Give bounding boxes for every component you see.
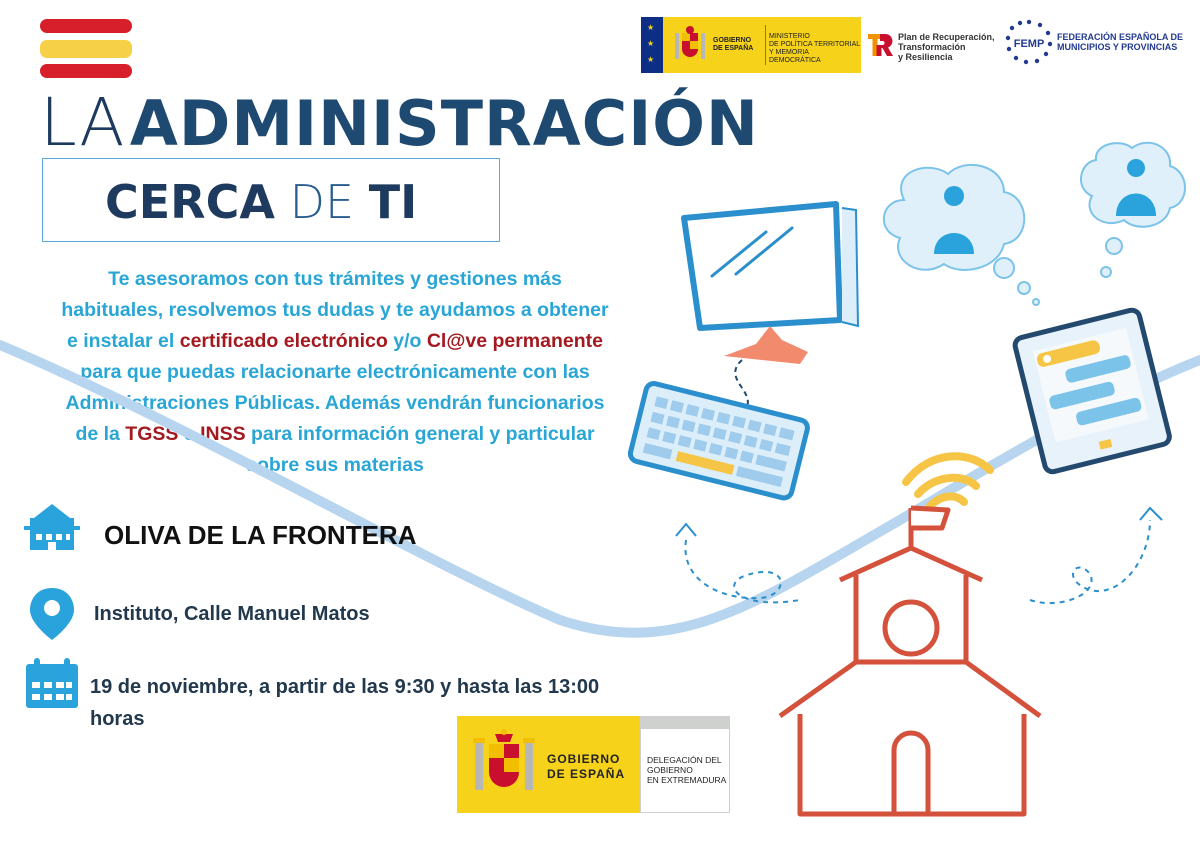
subtitle-part1: CERCA	[105, 175, 275, 229]
location-pin-icon	[30, 588, 74, 640]
dashed-arrow-right-icon	[1030, 508, 1162, 603]
title-bold: ADMINISTRACIÓN	[129, 87, 759, 160]
subtitle-part3: TI	[368, 175, 418, 229]
eu-flag-icon: ★ ★ ★	[641, 17, 663, 73]
subtitle-part2: DE	[289, 175, 355, 229]
tablet-icon	[1013, 309, 1171, 474]
location-title: OLIVA DE LA FRONTERA	[104, 520, 417, 550]
gobierno-footer-text: GOBIERNO DE ESPAÑA	[547, 752, 626, 781]
speech-cloud-right-icon	[1081, 143, 1185, 277]
keyboard-icon	[629, 382, 809, 500]
prtr-text: Plan de Recuperación, Transformación y Resiliencia	[898, 32, 995, 62]
school-icon	[24, 504, 80, 550]
calendar-icon	[26, 658, 78, 708]
wifi-icon	[906, 456, 990, 506]
monitor-icon	[684, 204, 858, 364]
ministerio-text: MINISTERIO DE POLÍTICA TERRITORIAL Y MEMORIA DEMOCRÁTICA	[769, 33, 861, 64]
description-paragraph: Te asesoramos con tus trámites y gestiones más habituales, resolvemos tus dudas y te ayudamos a obtener e instalar el certificado electrónico y/o Cl@ve permanente para que puedas relacionarte electrónicamente con las Administraciones Públicas. Además vendrán funcionarios de la TGSS e INSS para información general y particular sobre sus materias	[61, 268, 609, 476]
femp-text: FEDERACIÓN ESPAÑOLA DE MUNICIPIOS Y PROVINCIAS	[1057, 32, 1184, 52]
highlight-certificado: certificado electrónico	[179, 330, 388, 352]
speech-cloud-left-icon	[884, 165, 1039, 305]
delegacion-text: DELEGACIÓN DEL GOBIERNO EN EXTREMADURA	[647, 755, 727, 785]
school-building-icon	[780, 508, 1040, 814]
delegacion-panel	[640, 716, 730, 813]
femp-badge-text: FEMP	[1013, 38, 1045, 50]
wave-line	[0, 345, 1200, 633]
coat-of-arms-footer-icon	[471, 728, 537, 800]
gobierno-text: GOBIERNO DE ESPAÑA	[713, 37, 754, 52]
address: Instituto, Calle Manuel Matos	[94, 603, 370, 625]
delegacion-logo	[457, 716, 730, 813]
highlight-inss: INSS	[200, 423, 246, 445]
event-date: 19 de noviembre, a partir de las 9:30 y hasta las 13:00 horas	[90, 676, 600, 730]
highlight-tgss: TGSS	[125, 423, 179, 445]
gobierno-espana-panel	[457, 716, 640, 813]
title-light: LA	[40, 84, 126, 161]
highlight-clave: Cl@ve permanente	[426, 330, 603, 352]
